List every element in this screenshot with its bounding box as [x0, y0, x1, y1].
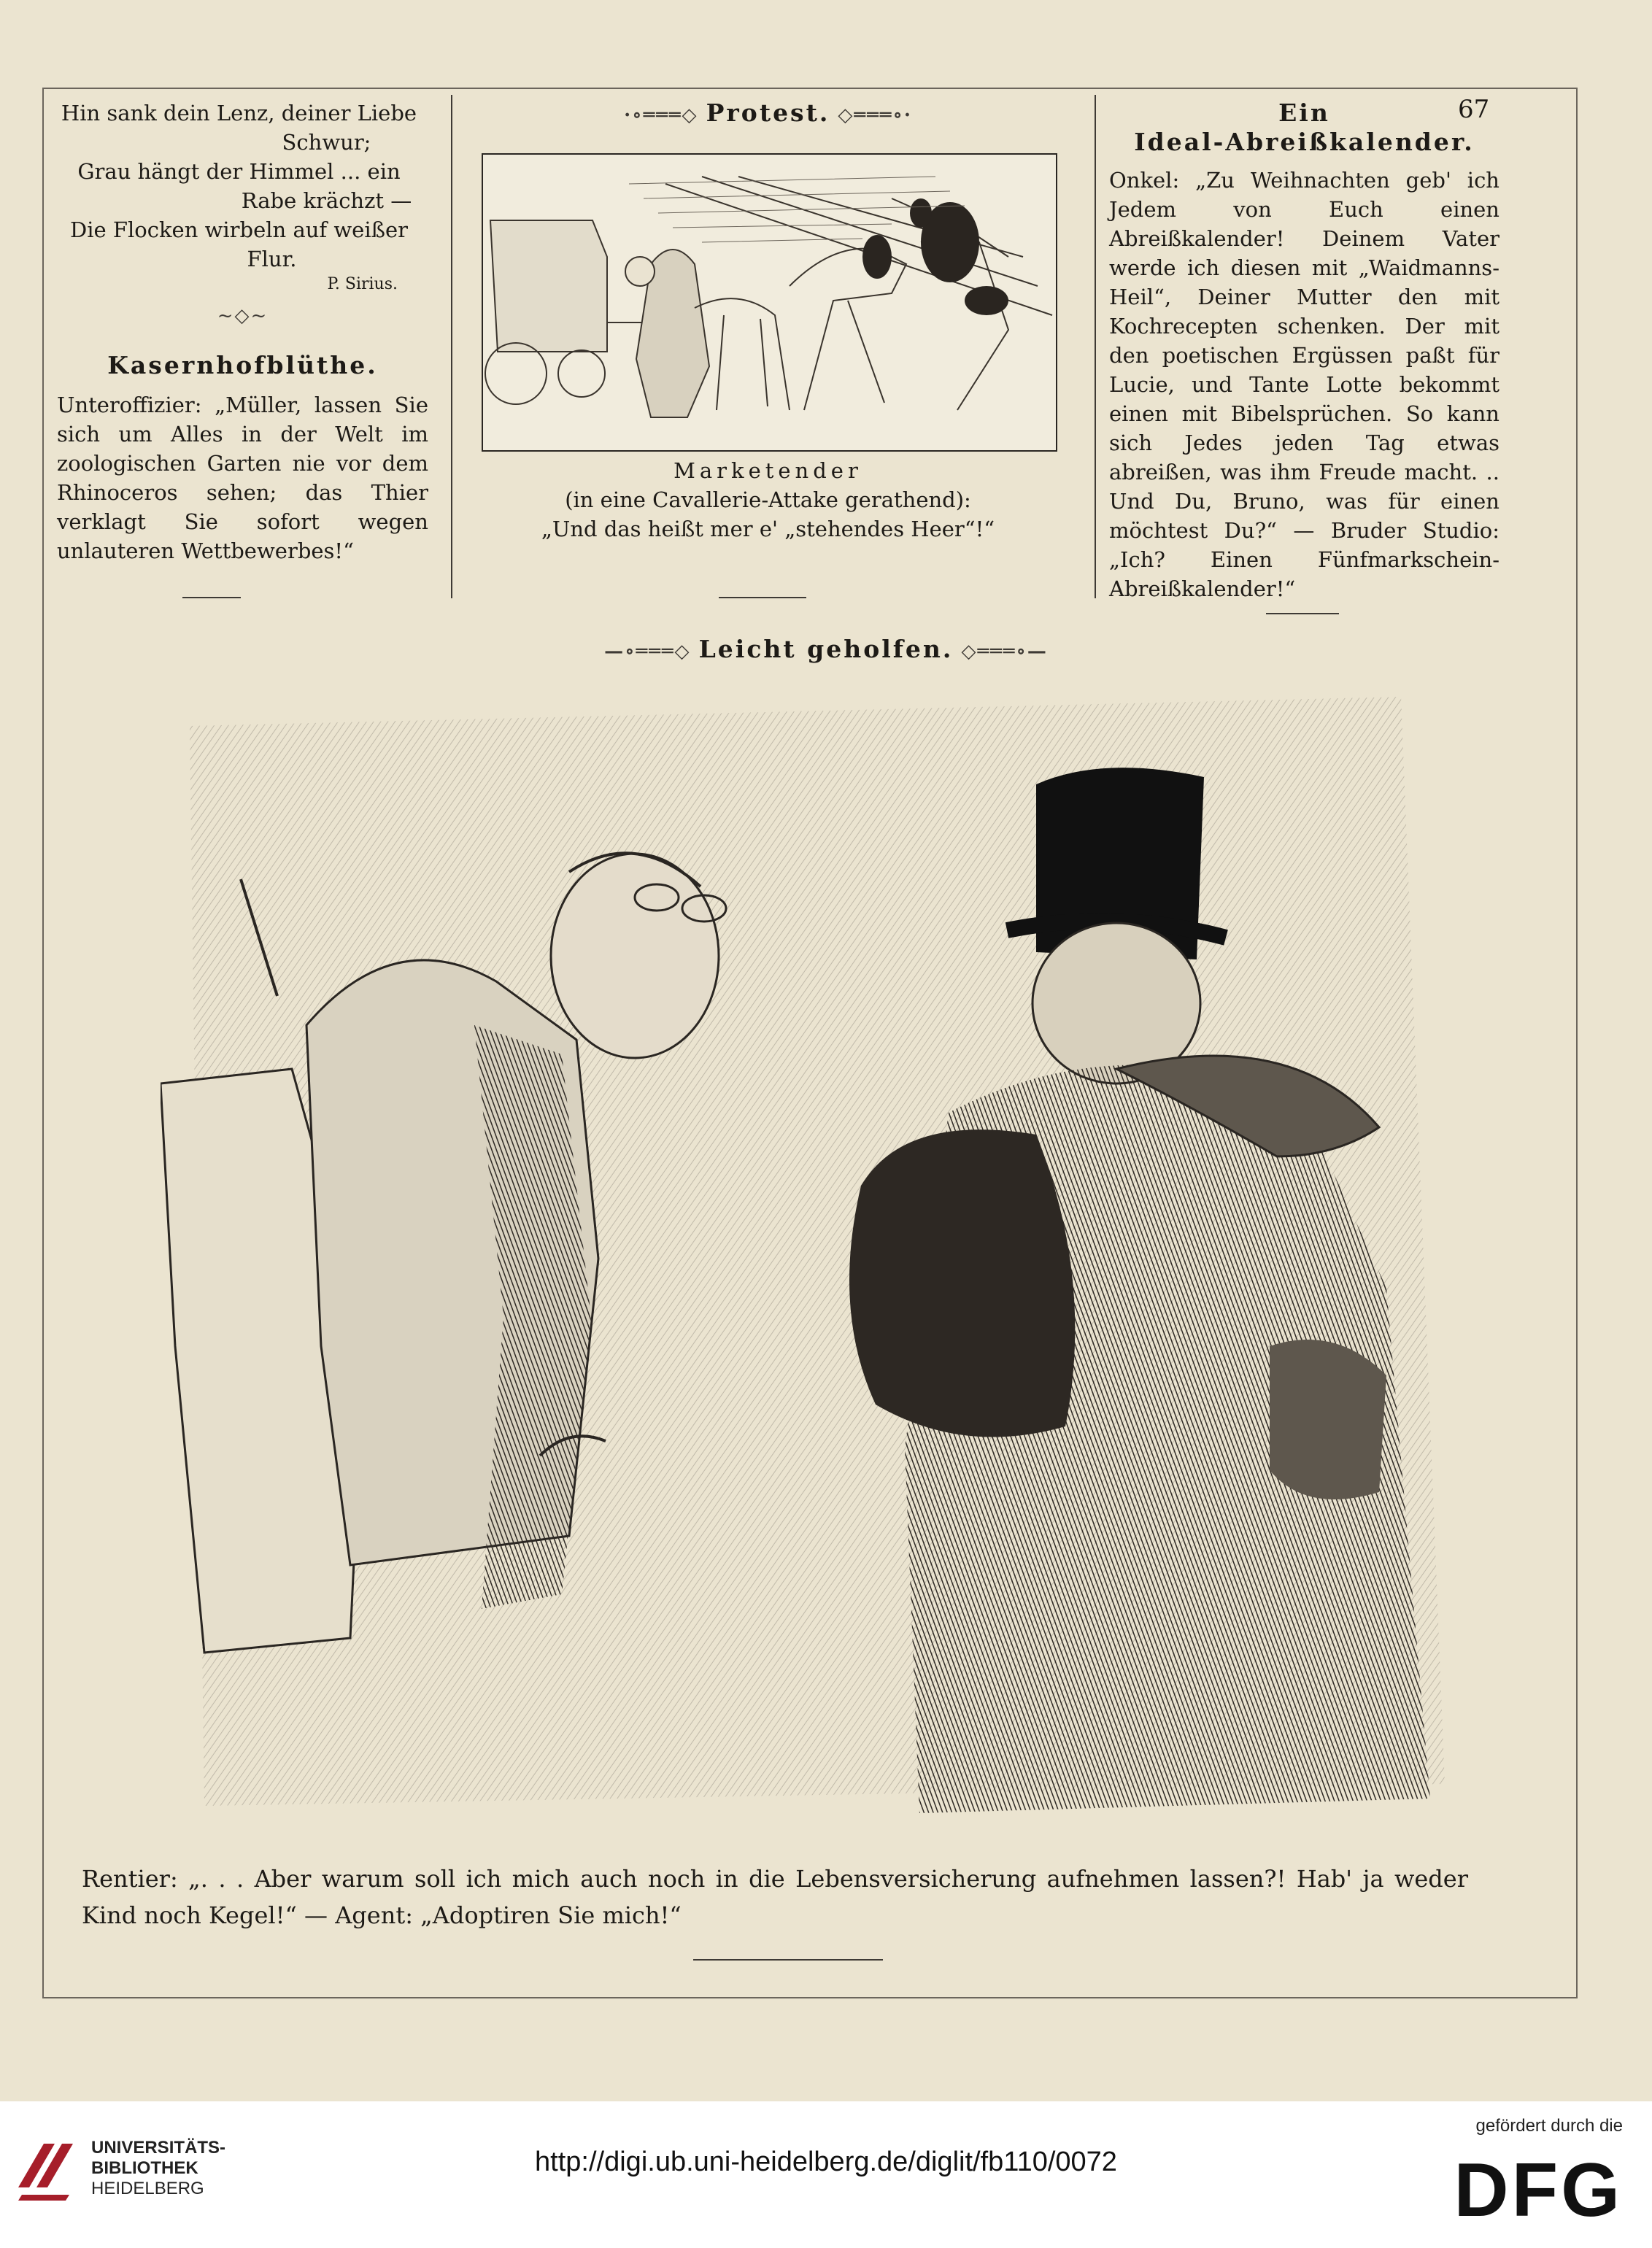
protest-title: Protest.	[706, 99, 830, 127]
protest-cartoon	[482, 153, 1057, 452]
right-column	[1109, 99, 1499, 603]
protest-title-row	[467, 99, 1069, 130]
uni-line2: BIBLIOTHEK	[91, 2158, 198, 2178]
poem-author: P. Sirius.	[327, 275, 398, 293]
ideal-title-line2: Ideal-Abreißkalender.	[1134, 128, 1475, 156]
section-rule	[1266, 613, 1339, 614]
poem-line: Hin sank dein Lenz, deiner Liebe	[61, 101, 417, 125]
agent-and-rentier-illustration	[161, 690, 1518, 1824]
poem	[51, 99, 434, 296]
left-column	[51, 99, 434, 565]
ornament-right: ◇═══∘·	[830, 104, 912, 126]
main-title-row	[0, 635, 1652, 663]
protest-caption-title: Marketender	[673, 458, 862, 483]
main-caption: Rentier: „. . . Aber warum soll ich mich auch noch in die Lebensversicherung aufnehmen lassen?! Hab' ja weder Kind noch Kegel!“ — Agent: „Adoptiren Sie mich!“	[82, 1865, 1468, 1929]
middle-column	[467, 99, 1069, 130]
dfg-logo: DFG	[1454, 2148, 1623, 2233]
uni-line1: UNIVERSITÄTS-	[91, 2138, 226, 2158]
poem-line: Schwur;	[282, 130, 371, 155]
main-cartoon	[161, 690, 1518, 1824]
protest-caption	[467, 456, 1069, 544]
main-title: Leicht geholfen.	[698, 635, 954, 663]
source-url-link[interactable]: http://digi.ub.uni-heidelberg.de/diglit/fb110/0072	[535, 2147, 1117, 2177]
ornament-left: ·∘═══◇	[624, 104, 706, 126]
section-rule	[693, 1959, 883, 1961]
dfg-funding-note: gefördert durch die	[1475, 2116, 1623, 2136]
protest-caption-sub: (in eine Cavallerie-Attake gerathend):	[565, 487, 971, 512]
section-rule	[182, 597, 241, 598]
viewer-footer	[0, 2101, 1652, 2248]
ornament-left: —∘═══◇	[604, 641, 699, 663]
section-rule	[719, 597, 806, 598]
ornament-right: ◇═══∘—	[953, 641, 1048, 663]
poem-line: Rabe krächzt —	[241, 188, 412, 213]
page-number: 67	[1458, 95, 1490, 124]
column-rule	[451, 95, 452, 598]
protest-caption-quote: „Und das heißt mer e' „stehendes Heer“!“	[541, 517, 995, 541]
poem-line: Die Flocken wirbeln auf weißer	[69, 217, 409, 242]
poem-line: Grau hängt der Himmel ... ein	[77, 159, 401, 184]
ideal-title-line1: Ein	[1278, 99, 1330, 127]
kasern-text: Unteroffizier: „Müller, lassen Sie sich um Alles in der Welt im zoologischen Garten nie vor dem Rhinoceros sehen; das Thier verklagt Sie sofort wegen unlauteren Wettbewerbes!“	[57, 393, 428, 563]
kasern-title: Kasernhofblüthe.	[107, 351, 378, 379]
uni-line3: HEIDELBERG	[91, 2179, 204, 2198]
cavalry-charge-illustration	[483, 155, 1056, 450]
poem-line: Flur.	[247, 247, 297, 271]
ornament-divider: ~◇~	[217, 305, 269, 327]
ideal-text: Onkel: „Zu Weihnachten geb' ich Jedem von Euch einen Abreißkalender! Deinem Vater werde ich diesen mit „Waidmanns-Heil“, Deiner Mutter den mit Kochrecepten schenken. Der mit den poetischen Ergüssen paßt für Lucie, und Tante Lotte bekommt einen mit Bibelsprüchen. So kann sich Jedes jeden Tag etwas abreißen, was ihm Freude macht. .. Und Du, Bruno, was für einen möchtest Du?“ — Bruder Studio: „Ich? Einen Fünfmarkschein-Abreißkalender!“	[1109, 168, 1499, 601]
column-rule	[1095, 95, 1096, 598]
